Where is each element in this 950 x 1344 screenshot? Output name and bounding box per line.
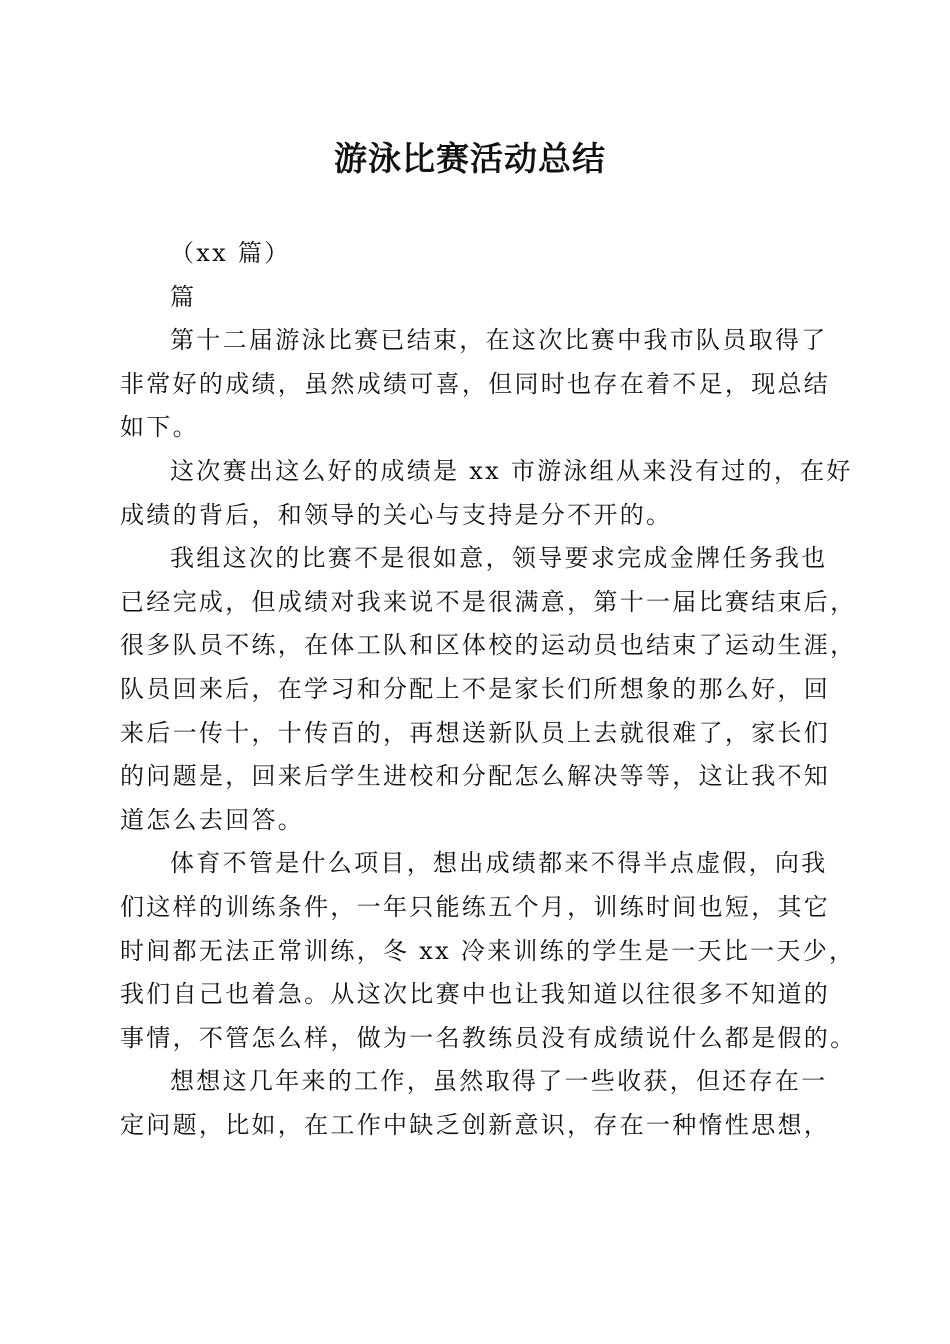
text-line: 们这样的训练条件，一年只能练五个月，训练时间也短，其它 xyxy=(120,892,831,921)
text-line: 道怎么去回答。 xyxy=(120,805,305,834)
text-line: 这次赛出这么好的成绩是 xx 市游泳组从来没有过的，在好 xyxy=(170,456,853,485)
text-line: 队员回来后，在学习和分配上不是家长们所想象的那么好，回 xyxy=(120,674,831,703)
text-line: （xx 篇） xyxy=(170,239,291,267)
text-line: 我组这次的比赛不是很如意，领导要求完成金牌任务我也 xyxy=(170,544,828,573)
text-line: 的问题是，回来后学生进校和分配怎么解决等等，这让我不知 xyxy=(120,762,831,791)
text-line: 来后一传十，十传百的，再想送新队员上去就很难了，家长们 xyxy=(120,718,831,747)
text-line: 第十二届游泳比赛已结束，在这次比赛中我市队员取得了 xyxy=(170,326,828,355)
text-line: 非常好的成绩，虽然成绩可喜，但同时也存在着不足，现总结 xyxy=(120,369,831,398)
text-line: 已经完成，但成绩对我来说不是很满意，第十一届比赛结束后， xyxy=(120,587,857,616)
text-line: 时间都无法正常训练，冬 xx 冷来训练的学生是一天比一天少， xyxy=(120,936,856,965)
text-line: 篇 xyxy=(170,282,197,311)
text-line: 很多队员不练，在体工队和区体校的运动员也结束了运动生涯， xyxy=(120,631,857,660)
document-body xyxy=(120,232,857,1147)
text-line: 如下。 xyxy=(120,413,199,442)
text-line: 想想这几年来的工作，虽然取得了一些收获，但还存在一 xyxy=(170,1067,828,1096)
document-title: 游泳比赛活动总结 xyxy=(334,139,606,178)
text-line: 事情，不管怎么样，做为一名教练员没有成绩说什么都是假的。 xyxy=(120,1023,857,1052)
text-line: 成绩的背后，和领导的关心与支持是分不开的。 xyxy=(120,500,673,529)
text-line: 体育不管是什么项目，想出成绩都来不得半点虚假，向我 xyxy=(170,849,828,878)
text-line: 我们自己也着急。从这次比赛中也让我知道以往很多不知道的 xyxy=(120,980,831,1009)
text-line: 定问题，比如，在工作中缺乏创新意识，存在一种惰性思想， xyxy=(120,1110,831,1139)
